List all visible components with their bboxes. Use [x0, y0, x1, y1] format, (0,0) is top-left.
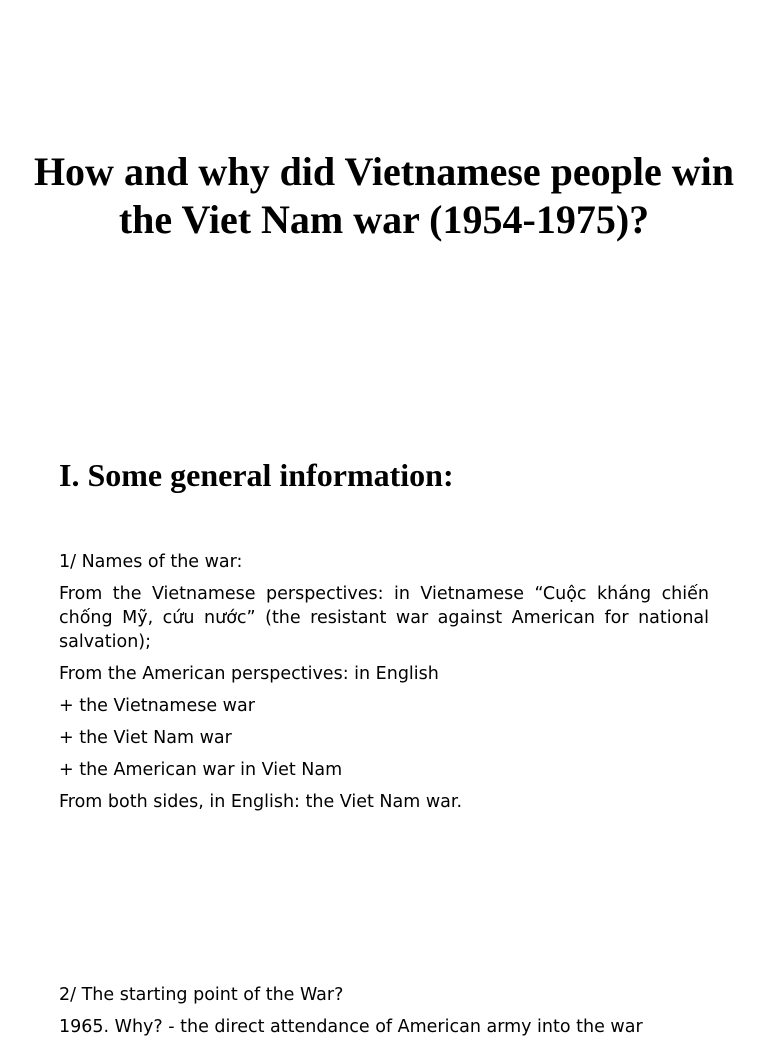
starting-point-heading: 2/ The starting point of the War?	[59, 985, 344, 1005]
both-sides-paragraph: From both sides, in English: the Viet Nam war.	[59, 792, 463, 812]
names-of-war-section	[59, 550, 709, 822]
vietnamese-perspective-paragraph: From the Vietnamese perspectives: in Vietnamese “Cuộc kháng chiến chống Mỹ, cứu nước” (the resistant war against American for national salvation);	[59, 584, 709, 652]
names-of-war-heading: 1/ Names of the war:	[59, 552, 243, 572]
document-title: How and why did Vietnamese people win the Viet Nam war (1954-1975)?	[33, 149, 735, 242]
war-name-item: + the Vietnamese war	[59, 696, 255, 716]
american-perspective-paragraph: From the American perspectives: in English	[59, 664, 439, 684]
starting-point-partial-line: 1965. Why? - the direct attendance of American army into the war	[59, 1017, 643, 1037]
starting-point-section	[59, 983, 709, 1047]
section-heading: I. Some general information:	[59, 457, 454, 493]
war-name-item: + the American war in Viet Nam	[59, 760, 343, 780]
war-name-item: + the Viet Nam war	[59, 728, 232, 748]
